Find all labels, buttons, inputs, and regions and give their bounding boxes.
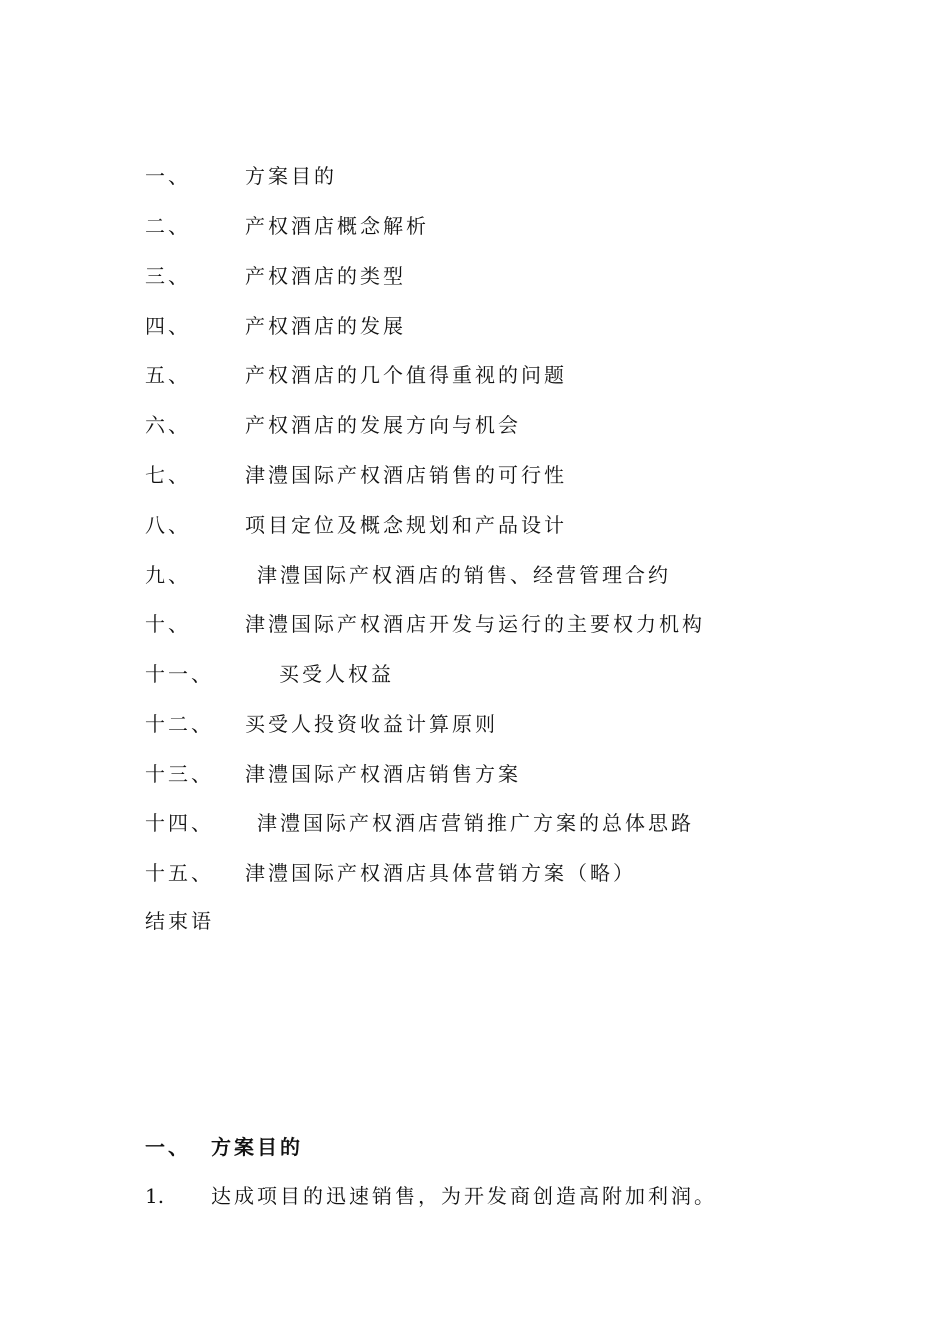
toc-title: 方案目的 <box>245 164 337 188</box>
toc-title: 买受人投资收益计算原则 <box>245 712 498 736</box>
toc-number: 二、 <box>145 214 191 238</box>
toc-number: 七、 <box>145 463 191 487</box>
toc-title: 产权酒店概念解析 <box>245 214 429 238</box>
toc-number: 十三、 <box>145 762 214 786</box>
toc-title: 津澧国际产权酒店销售的可行性 <box>245 463 567 487</box>
list-item-number: 1. <box>145 1184 165 1208</box>
toc-title: 产权酒店的类型 <box>245 264 406 288</box>
toc-number: 六、 <box>145 413 191 437</box>
toc-number: 八、 <box>145 513 191 537</box>
toc-number: 十、 <box>145 612 191 636</box>
list-item-text: 达成项目的迅速销售，为开发商创造高附加利润。 <box>211 1184 717 1208</box>
toc-number: 一、 <box>145 164 191 188</box>
toc-title: 产权酒店的几个值得重视的问题 <box>245 363 567 387</box>
toc-number: 十二、 <box>145 712 214 736</box>
toc-title: 津澧国际产权酒店具体营销方案（略） <box>245 861 636 885</box>
toc-number: 三、 <box>145 264 191 288</box>
toc-title: 产权酒店的发展方向与机会 <box>245 413 521 437</box>
toc-number: 十一、 <box>145 662 214 686</box>
toc-title: 津澧国际产权酒店营销推广方案的总体思路 <box>257 811 694 835</box>
toc-number: 十四、 <box>145 811 214 835</box>
section-title: 方案目的 <box>211 1135 303 1159</box>
toc-title: 津澧国际产权酒店的销售、经营管理合约 <box>257 563 671 587</box>
toc-ending: 结束语 <box>145 909 214 933</box>
toc-title: 津澧国际产权酒店开发与运行的主要权力机构 <box>245 612 705 636</box>
toc-title: 买受人权益 <box>279 662 394 686</box>
toc-title: 产权酒店的发展 <box>245 314 406 338</box>
toc-number: 九、 <box>145 563 191 587</box>
toc-number: 五、 <box>145 363 191 387</box>
toc-number: 四、 <box>145 314 191 338</box>
toc-title: 项目定位及概念规划和产品设计 <box>245 513 567 537</box>
section-number: 一、 <box>145 1135 191 1159</box>
toc-title: 津澧国际产权酒店销售方案 <box>245 762 521 786</box>
toc-number: 十五、 <box>145 861 214 885</box>
